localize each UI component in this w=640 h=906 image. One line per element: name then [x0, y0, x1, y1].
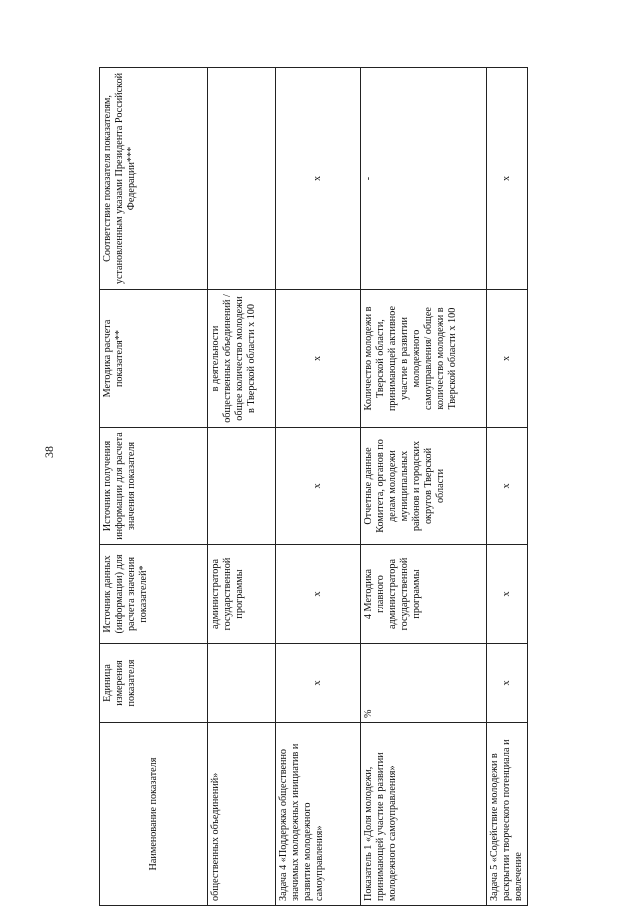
row-info-source [208, 428, 276, 545]
row-data-source: х [276, 545, 361, 644]
table-header-row [100, 68, 208, 906]
row-info-source: х [487, 428, 528, 545]
row-name: Задача 5 «Содействие молодежи в раскрытии творческого потенциала и вовлечение [487, 723, 528, 906]
row-compliance: х [276, 68, 361, 290]
row-name: Задача 4 «Поддержка общественно значимых молодежных инициатив и развитие молодежного самоуправления» [276, 723, 361, 906]
row-method: Количество молодежи в Тверской области, принимающей активное участие в развитии молодежного самоуправления/ общее количество молодежи в Тверской области х 100 [361, 290, 487, 428]
row-compliance: х [487, 68, 528, 290]
header-method: Методика расчета показателя** [100, 290, 208, 428]
indicators-table [99, 67, 528, 906]
page-number: 38 [42, 446, 56, 458]
table-row [208, 68, 276, 906]
row-data-source: администратора государственной программы [208, 545, 276, 644]
row-unit [208, 644, 276, 723]
header-compliance: Соответствие показателя показателям, установленным указами Президента Российской Федерации*** [100, 68, 208, 290]
row-method: в деятельности общественных объединений / общее количество молодежи в Тверской области х 100 [208, 290, 276, 428]
header-unit: Единица измерения показателя [100, 644, 208, 723]
table-row [487, 68, 528, 906]
row-data-source: 4 Методика главного администратора государственной программы [361, 545, 487, 644]
table-landscape-container [99, 68, 524, 906]
header-info-source: Источник получения информации для расчета значения показателя [100, 428, 208, 545]
row-info-source: Отчетные данные Комитета, органов по делам молодежи муниципальных районов и городских округов Тверской области [361, 428, 487, 545]
row-data-source: х [487, 545, 528, 644]
table-rotation-frame [99, 68, 524, 906]
row-name: общественных объединений» [208, 723, 276, 906]
row-method: х [276, 290, 361, 428]
row-compliance: - [361, 68, 487, 290]
row-info-source: х [276, 428, 361, 545]
row-compliance [208, 68, 276, 290]
table-row [361, 68, 487, 906]
row-name: Показатель 1 «Доля молодежи, принимающей участие в развитии молодежного самоуправления» [361, 723, 487, 906]
row-unit: % [361, 644, 487, 723]
row-method: х [487, 290, 528, 428]
header-data-source: Источник данных (информации) для расчета значения показателей* [100, 545, 208, 644]
header-name: Наименование показателя [100, 723, 208, 906]
table-row [276, 68, 361, 906]
row-unit: х [276, 644, 361, 723]
row-unit: х [487, 644, 528, 723]
